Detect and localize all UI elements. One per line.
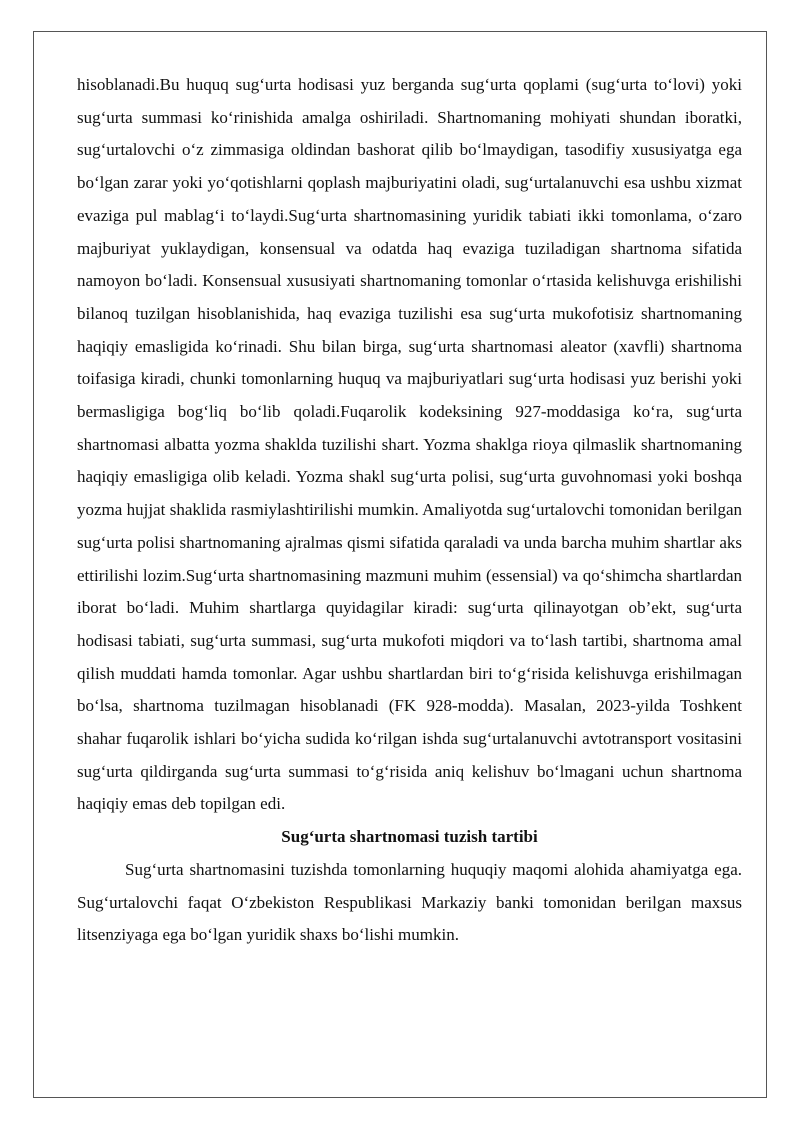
document-body xyxy=(77,69,742,952)
body-paragraph: Sug‘urta shartnomasini tuzishda tomonlarning huquqiy maqomi alohida ahamiyatga ega. Sug‘urtalovchi faqat O‘zbekiston Respublikasi Markaziy banki tomonidan berilgan maxsus litsenziyaga ega bo‘lgan yuridik shaxs bo‘lishi mumkin. xyxy=(77,859,742,945)
section-heading: Sug‘urta shartnomasi tuzish tartibi xyxy=(281,827,538,847)
body-paragraph: hisoblanadi.Bu huquq sug‘urta hodisasi yuz berganda sug‘urta qoplami (sug‘urta to‘lovi) yoki sug‘urta summasi ko‘rinishida amalga oshiriladi. Shartnomaning mohiyati shundan iboratki, sug‘urtalovchi o‘z zimmasiga oldindan bashorat qilib bo‘lmaydigan, tasodifiy xususiyatga ega bo‘lgan zarar yoki yo‘qotishlarni qoplash majburiyatini oladi, sug‘urtalanuvchi esa ushbu xizmat evaziga pul mablag‘i to‘laydi.Sug‘urta shartnomasining yuridik tabiati ikki tomonlama, o‘zaro majburiyat yuklaydigan, konsensual va odatda haq evaziga tuziladigan shartnoma sifatida namoyon bo‘ladi. Konsensual xususiyati shartnomaning tomonlar o‘rtasida kelishuvga erishilishi bilanoq tuzilgan hisoblanishida, haq evaziga tuzilishi esa sug‘urta mukofotisiz shartnomaning haqiqiy emasligida ko‘rinadi. Shu bilan birga, sug‘urta shartnomasi aleator (xavfli) shartnoma toifasiga kiradi, chunki tomonlarning huquq va majburiyatlari sug‘urta hodisasi yuz berishi yoki bermasligiga bog‘liq bo‘lib qoladi.Fuqarolik kodeksining 927-moddasiga ko‘ra, sug‘urta shartnomasi albatta yozma shaklda tuzilishi shart. Yozma shaklga rioya qilmaslik shartnomaning haqiqiy emasligiga olib keladi. Yozma shakl sug‘urta polisi, sug‘urta guvohnomasi yoki boshqa yozma hujjat shaklida rasmiylashtirilishi mumkin. Amaliyotda sug‘urtalovchi tomonidan berilgan sug‘urta polisi shartnomaning ajralmas qismi sifatida qaraladi va unda barcha muhim shartlar aks ettirilishi lozim.Sug‘urta shartnomasining mazmuni muhim (essensial) va qo‘shimcha shartlardan iborat bo‘ladi. Muhim shartlarga quyidagilar kiradi: sug‘urta qilinayotgan ob’ekt, sug‘urta hodisasi tabiati, sug‘urta summasi, sug‘urta mukofoti miqdori va to‘lash tartibi, shartnoma amal qilish muddati hamda tomonlar. Agar ushbu shartlardan biri to‘g‘risida kelishuvga erishilmagan bo‘lsa, shartnoma tuzilmagan hisoblanadi (FK 928-modda). Masalan, 2023-yilda Toshkent shahar fuqarolik ishlari bo‘yicha sudida ko‘rilgan ishda sug‘urtalanuvchi avtotransport vositasini sug‘urta qildirganda sug‘urta summasi to‘g‘risida aniq kelishuv bo‘lmagani uchun shartnoma haqiqiy emas deb topilgan edi. xyxy=(77,75,742,814)
